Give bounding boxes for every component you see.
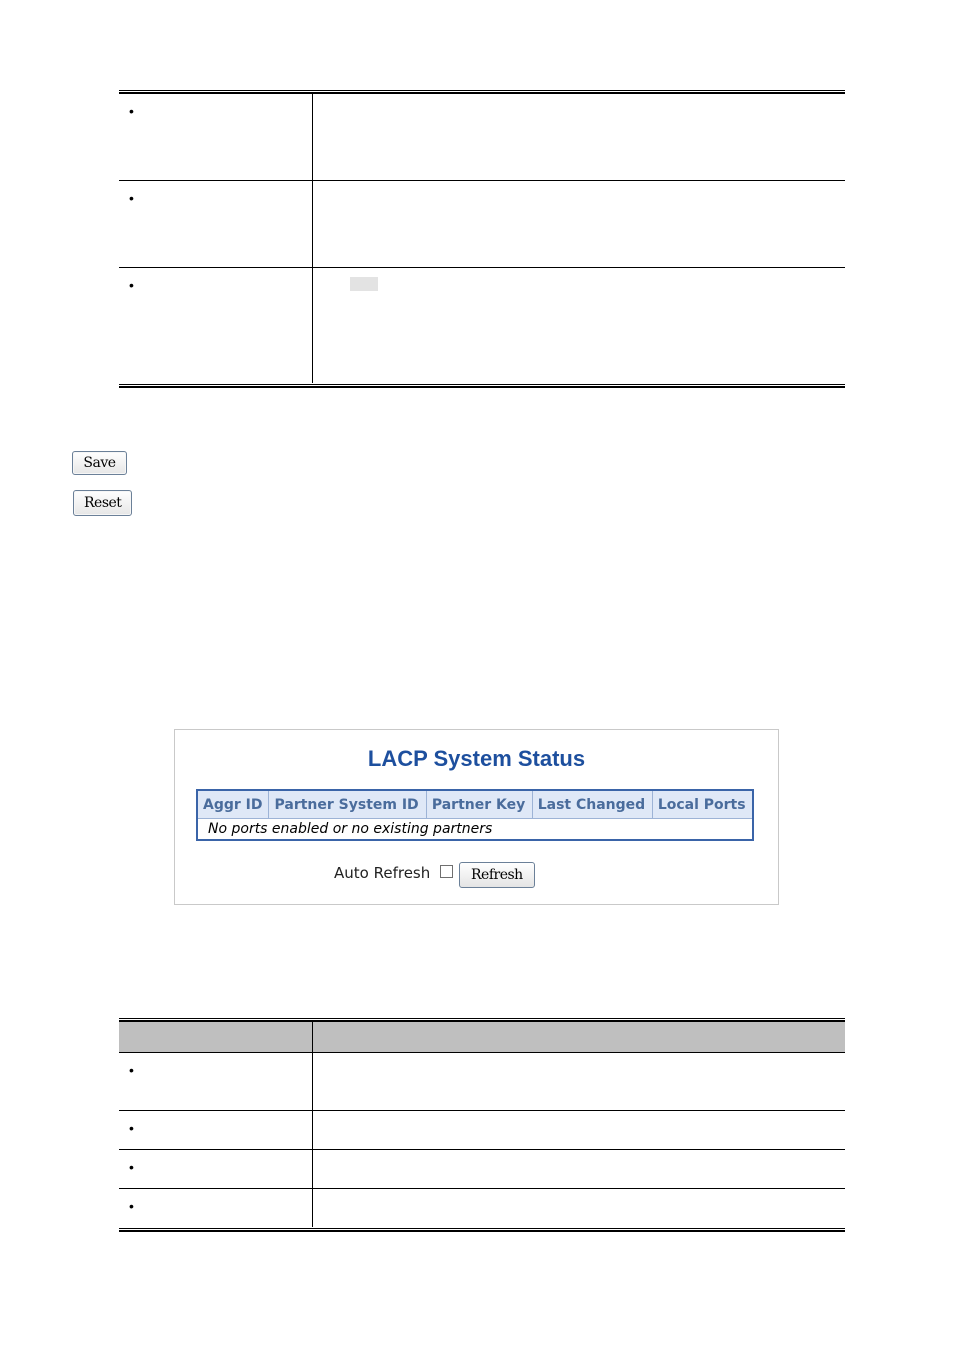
table-row <box>197 819 753 841</box>
description-cell <box>313 1053 846 1111</box>
column-header-aggr-id: Aggr ID <box>197 790 269 819</box>
table-header-row <box>197 790 753 819</box>
parameter-cell <box>119 1053 313 1111</box>
lacp-system-status-panel <box>174 729 779 905</box>
auto-refresh-checkbox[interactable] <box>440 865 453 878</box>
bullet-icon: • <box>129 1198 134 1214</box>
column-header-partner-key: Partner Key <box>426 790 532 819</box>
description-cell <box>313 1150 846 1189</box>
panel-title: LACP System Status <box>367 746 586 771</box>
auto-refresh-label: Auto Refresh <box>334 864 431 882</box>
table-header-row <box>119 1022 845 1053</box>
description-cell <box>313 94 846 181</box>
description-cell <box>313 1189 846 1228</box>
table-row <box>119 181 845 268</box>
auto-refresh-control <box>334 864 453 882</box>
parameter-cell <box>119 1150 313 1189</box>
column-header-last-changed: Last Changed <box>532 790 652 819</box>
refresh-button[interactable]: Refresh <box>459 862 535 888</box>
parameter-cell <box>119 1111 313 1150</box>
object-description-table <box>119 1022 845 1227</box>
parameter-table <box>119 94 845 383</box>
description-cell <box>313 1111 846 1150</box>
table-row <box>119 94 845 181</box>
parameter-cell <box>119 94 313 181</box>
bullet-icon: • <box>129 190 134 206</box>
shaded-value-chip <box>350 277 378 291</box>
parameter-cell <box>119 268 313 384</box>
empty-message: No ports enabled or no existing partners <box>208 821 493 837</box>
table-row <box>119 1150 845 1189</box>
column-header-partner-system-id: Partner System ID <box>269 790 426 819</box>
lacp-status-table <box>196 789 754 841</box>
save-button[interactable]: Save <box>72 451 127 475</box>
table-row <box>119 1189 845 1228</box>
reset-button[interactable]: Reset <box>73 490 132 516</box>
table-row <box>119 268 845 384</box>
bottom-table-bottom-rule <box>119 1228 845 1232</box>
top-table-bottom-rule <box>119 384 845 388</box>
description-cell <box>313 268 846 384</box>
table-row <box>119 1053 845 1111</box>
parameter-cell <box>119 181 313 268</box>
header-cell-description <box>313 1022 846 1053</box>
bullet-icon: • <box>129 1062 134 1078</box>
parameter-cell <box>119 1189 313 1228</box>
header-cell-object <box>119 1022 313 1053</box>
bullet-icon: • <box>129 1159 134 1175</box>
bullet-icon: • <box>129 1120 134 1136</box>
description-cell <box>313 181 846 268</box>
bullet-icon: • <box>129 277 134 293</box>
table-row <box>119 1111 845 1150</box>
bullet-icon: • <box>129 103 134 119</box>
column-header-local-ports: Local Ports <box>652 790 753 819</box>
